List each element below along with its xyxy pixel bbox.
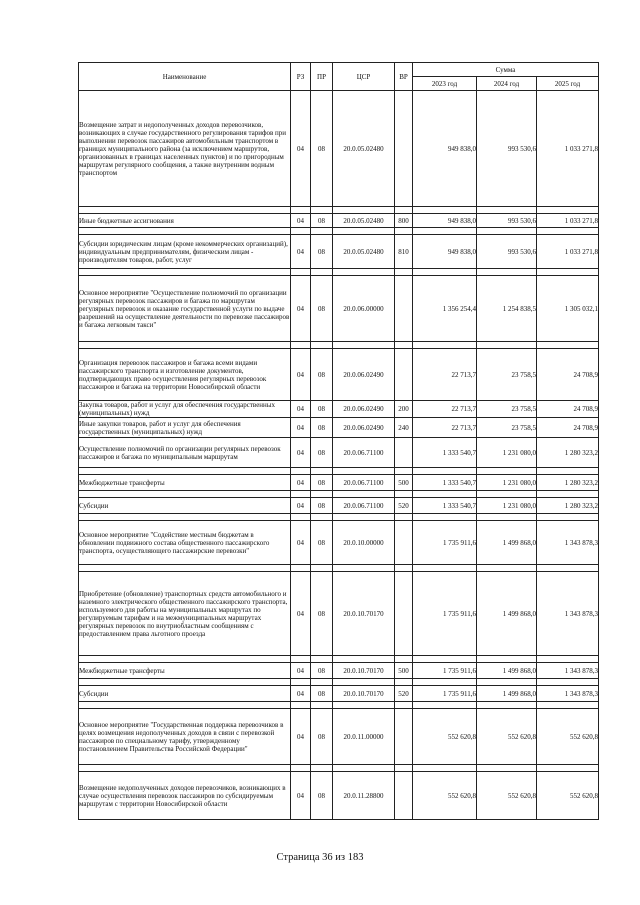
table-row [79, 235, 599, 269]
cell-2025: 1 343 878,3 [537, 572, 599, 656]
cell-rz: 04 [291, 521, 311, 565]
cell-name: Закупка товаров, работ и услуг для обеспечения государственных (муниципальных) нужд [79, 401, 291, 418]
table-row [79, 772, 599, 820]
table-row [79, 663, 599, 679]
cell-pr: 08 [311, 498, 333, 514]
table-row [79, 686, 599, 702]
cell-csr: 20.0.06.02490 [333, 418, 395, 438]
cell-vr: 200 [395, 401, 413, 418]
cell-csr: 20.0.10.00000 [333, 521, 395, 565]
cell-csr: 20.0.10.70170 [333, 663, 395, 679]
cell-2023: 949 838,0 [413, 91, 477, 207]
budget-table [78, 62, 599, 820]
cell-name: Осуществление полномочий по организации регулярных перевозок пассажиров и багажа по муниципальным маршрутам [79, 438, 291, 468]
cell-rz: 04 [291, 438, 311, 468]
cell-2024: 1 499 868,0 [477, 521, 537, 565]
row-spacer [79, 679, 599, 686]
cell-2023: 1 735 911,6 [413, 521, 477, 565]
cell-2024: 1 231 080,0 [477, 438, 537, 468]
cell-rz: 04 [291, 498, 311, 514]
cell-2023: 1 333 540,7 [413, 475, 477, 491]
table-row [79, 498, 599, 514]
cell-2025: 1 033 271,8 [537, 235, 599, 269]
cell-rz: 04 [291, 214, 311, 228]
cell-csr: 20.0.06.00000 [333, 276, 395, 342]
cell-csr: 20.0.05.02480 [333, 91, 395, 207]
cell-2023: 1 735 911,6 [413, 663, 477, 679]
cell-name: Основное мероприятие "Осуществление полномочий по организации регулярных перевозок пассажиров и багажа по маршрутам регулярных перевозок и оказание государственной услуги по выдаче разрешений на осуществление деятельности по перевозке пассажиров и багажа легковым такси" [79, 276, 291, 342]
row-spacer [79, 565, 599, 572]
cell-vr: 240 [395, 418, 413, 438]
cell-rz: 04 [291, 418, 311, 438]
cell-rz: 04 [291, 772, 311, 820]
table-row [79, 276, 599, 342]
table-body [79, 91, 599, 820]
cell-rz: 04 [291, 349, 311, 401]
table-row [79, 572, 599, 656]
cell-csr: 20.0.11.00000 [333, 709, 395, 765]
cell-2024: 1 499 868,0 [477, 572, 537, 656]
cell-pr: 08 [311, 91, 333, 207]
cell-rz: 04 [291, 276, 311, 342]
cell-name: Иные бюджетные ассигнования [79, 214, 291, 228]
cell-2025: 24 708,9 [537, 349, 599, 401]
header-year-2025: 2025 год [537, 77, 599, 91]
cell-2025: 1 280 323,2 [537, 438, 599, 468]
header-rz: РЗ [291, 63, 311, 91]
row-spacer [79, 207, 599, 214]
cell-2024: 1 254 838,5 [477, 276, 537, 342]
cell-2024: 23 758,5 [477, 349, 537, 401]
table-row [79, 349, 599, 401]
table-row [79, 91, 599, 207]
header-year-2023: 2023 год [413, 77, 477, 91]
cell-pr: 08 [311, 709, 333, 765]
cell-csr: 20.0.06.02490 [333, 349, 395, 401]
cell-2025: 1 280 323,2 [537, 498, 599, 514]
table-row [79, 418, 599, 438]
cell-2023: 552 620,8 [413, 772, 477, 820]
cell-2024: 993 530,6 [477, 214, 537, 228]
cell-rz: 04 [291, 663, 311, 679]
row-spacer [79, 656, 599, 663]
cell-name: Субсидии юридическим лицам (кроме некоммерческих организаций), индивидуальным предпринимателям, физическим лицам - производителям товаров, работ, услуг [79, 235, 291, 269]
cell-rz: 04 [291, 686, 311, 702]
cell-pr: 08 [311, 214, 333, 228]
cell-name: Приобретение (обновление) транспортных средств автомобильного и наземного электрического общественного пассажирского транспорта, используемого для работы на муниципальных маршрутах по регулируемым тарифам и на межмуниципальных маршрутах регулярных перевозок по внутриобластным сообщениям с предоставлением права льготного проезда [79, 572, 291, 656]
cell-rz: 04 [291, 475, 311, 491]
cell-pr: 08 [311, 276, 333, 342]
header-csr: ЦСР [333, 63, 395, 91]
cell-rz: 04 [291, 91, 311, 207]
row-spacer [79, 342, 599, 349]
row-spacer [79, 765, 599, 772]
cell-vr [395, 438, 413, 468]
table-row [79, 214, 599, 228]
cell-vr [395, 521, 413, 565]
cell-vr [395, 91, 413, 207]
cell-name: Основное мероприятие "Содействие местным бюджетам в обновлении подвижного состава общественного пассажирского транспорта, осуществляющего пассажирские перевозки" [79, 521, 291, 565]
cell-2025: 1 033 271,8 [537, 214, 599, 228]
header-sums: Сумма [413, 63, 599, 77]
table-row [79, 475, 599, 491]
cell-2024: 552 620,8 [477, 709, 537, 765]
cell-vr [395, 572, 413, 656]
row-spacer [79, 269, 599, 276]
cell-csr: 20.0.06.71100 [333, 498, 395, 514]
row-spacer [79, 468, 599, 475]
cell-2025: 552 620,8 [537, 709, 599, 765]
cell-vr: 520 [395, 686, 413, 702]
cell-2023: 1 356 254,4 [413, 276, 477, 342]
page-number: Страница 36 из 183 [276, 852, 364, 863]
cell-csr: 20.0.06.02490 [333, 401, 395, 418]
cell-2025: 1 343 878,3 [537, 663, 599, 679]
cell-rz: 04 [291, 709, 311, 765]
table-row [79, 709, 599, 765]
cell-vr: 810 [395, 235, 413, 269]
cell-pr: 08 [311, 663, 333, 679]
cell-2024: 993 530,6 [477, 91, 537, 207]
cell-vr: 800 [395, 214, 413, 228]
cell-name: Организация перевозок пассажиров и багажа всеми видами пассажирского транспорта и изготовление документов, подтверждающих право осуществления регулярных перевозок пассажиров и багажа на территории Новосибирской области [79, 349, 291, 401]
cell-2023: 552 620,8 [413, 709, 477, 765]
cell-pr: 08 [311, 686, 333, 702]
cell-2023: 1 333 540,7 [413, 498, 477, 514]
cell-csr: 20.0.11.28800 [333, 772, 395, 820]
cell-vr [395, 349, 413, 401]
cell-pr: 08 [311, 521, 333, 565]
cell-2025: 24 708,9 [537, 418, 599, 438]
cell-name: Субсидии [79, 498, 291, 514]
cell-2025: 1 343 878,3 [537, 686, 599, 702]
cell-pr: 08 [311, 438, 333, 468]
cell-csr: 20.0.06.71100 [333, 438, 395, 468]
cell-2025: 1 280 323,2 [537, 475, 599, 491]
row-spacer [79, 514, 599, 521]
cell-2024: 1 499 868,0 [477, 686, 537, 702]
cell-csr: 20.0.06.71100 [333, 475, 395, 491]
cell-2024: 552 620,8 [477, 772, 537, 820]
cell-2025: 24 708,9 [537, 401, 599, 418]
cell-2024: 1 231 080,0 [477, 475, 537, 491]
cell-2023: 1 735 911,6 [413, 686, 477, 702]
cell-2023: 22 713,7 [413, 401, 477, 418]
cell-name: Межбюджетные трансферты [79, 663, 291, 679]
cell-csr: 20.0.10.70170 [333, 686, 395, 702]
cell-2023: 1 333 540,7 [413, 438, 477, 468]
cell-2024: 1 499 868,0 [477, 663, 537, 679]
header-vr: ВР [395, 63, 413, 91]
header-name: Наименование [79, 63, 291, 91]
cell-vr [395, 276, 413, 342]
cell-pr: 08 [311, 772, 333, 820]
cell-2025: 1 033 271,8 [537, 91, 599, 207]
cell-pr: 08 [311, 235, 333, 269]
cell-2024: 23 758,5 [477, 401, 537, 418]
table-row [79, 521, 599, 565]
cell-2023: 22 713,7 [413, 349, 477, 401]
cell-2023: 949 838,0 [413, 235, 477, 269]
table-row [79, 438, 599, 468]
cell-2025: 1 305 032,1 [537, 276, 599, 342]
cell-2023: 1 735 911,6 [413, 572, 477, 656]
row-spacer [79, 228, 599, 235]
cell-name: Возмещение затрат и недополученных доходов перевозчиков, возникающих в случае государственного регулирования тарифов при выполнении перевозок пассажиров автомобильным транспортом в границах муниципального района (за исключением маршрутов, организованных в границах населенных пунктов) и по пригородным маршрутам регулярного сообщения, а также внутренним водным транспортом [79, 91, 291, 207]
cell-2024: 993 530,6 [477, 235, 537, 269]
cell-vr [395, 709, 413, 765]
cell-pr: 08 [311, 418, 333, 438]
cell-pr: 08 [311, 572, 333, 656]
cell-vr: 520 [395, 498, 413, 514]
cell-name: Межбюджетные трансферты [79, 475, 291, 491]
cell-2025: 1 343 878,3 [537, 521, 599, 565]
cell-2023: 949 838,0 [413, 214, 477, 228]
cell-name: Субсидии [79, 686, 291, 702]
cell-rz: 04 [291, 401, 311, 418]
header-pr: ПР [311, 63, 333, 91]
cell-2024: 1 231 080,0 [477, 498, 537, 514]
cell-csr: 20.0.05.02480 [333, 214, 395, 228]
table-row [79, 401, 599, 418]
cell-pr: 08 [311, 401, 333, 418]
cell-name: Иные закупки товаров, работ и услуг для обеспечения государственных (муниципальных) нужд [79, 418, 291, 438]
cell-vr: 500 [395, 663, 413, 679]
cell-vr: 500 [395, 475, 413, 491]
cell-2023: 22 713,7 [413, 418, 477, 438]
cell-name: Возмещение недополученных доходов перевозчиков, возникающих в случае осуществления перевозок пассажиров по субсидируемым маршрутам с территории Новосибирской области [79, 772, 291, 820]
cell-2025: 552 620,8 [537, 772, 599, 820]
cell-2024: 23 758,5 [477, 418, 537, 438]
cell-csr: 20.0.10.70170 [333, 572, 395, 656]
cell-csr: 20.0.05.02480 [333, 235, 395, 269]
cell-pr: 08 [311, 475, 333, 491]
cell-pr: 08 [311, 349, 333, 401]
cell-name: Основное мероприятие "Государственная поддержка перевозчиков в целях возмещения недополученных доходов в связи с перевозкой пассажиров по специальному тарифу, утвержденному постановлением Правительства Российской Федерации" [79, 709, 291, 765]
cell-rz: 04 [291, 235, 311, 269]
row-spacer [79, 702, 599, 709]
cell-rz: 04 [291, 572, 311, 656]
cell-vr [395, 772, 413, 820]
header-year-2024: 2024 год [477, 77, 537, 91]
row-spacer [79, 491, 599, 498]
